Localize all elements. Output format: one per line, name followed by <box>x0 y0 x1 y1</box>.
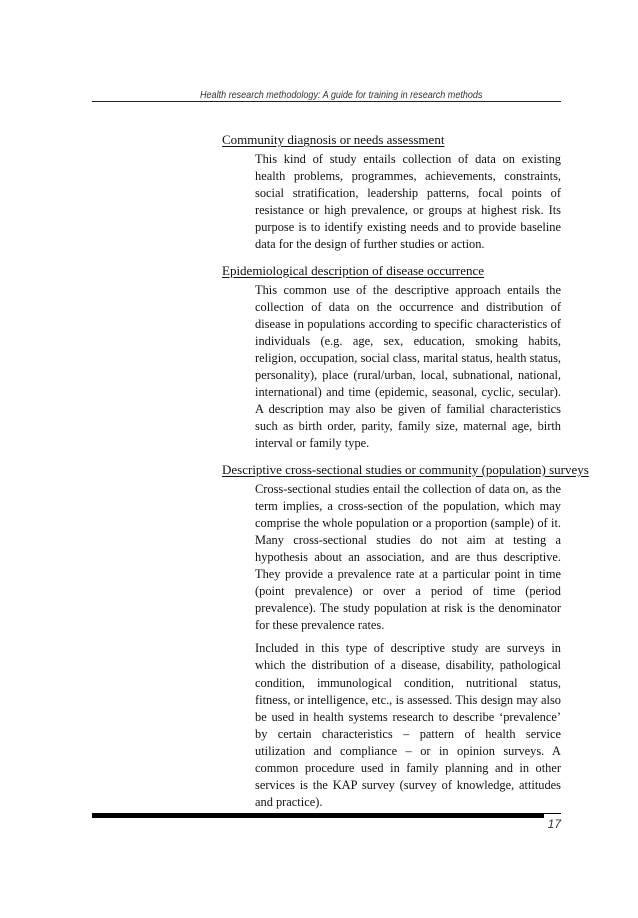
section-community-diagnosis <box>222 131 562 254</box>
header-rule <box>92 101 561 102</box>
paragraph: Cross-sectional studies entail the collection of data on, as the term implies, a cross-section of the population, which may comprise the whole population or a proportion (sample) of it. Many cross-sectional studies do not aim at testing a hypothesis about an association, and are thus descriptive. They provide a prevalence rate at a particular point in time (point prevalence) or over a period of time (period prevalence). The study population at risk is the denominator for these prevalence rates. <box>255 481 561 633</box>
footer-bar <box>92 813 544 818</box>
paragraph: This kind of study entails collection of data on existing health problems, programmes, achievements, constraints, social stratification, leadership patterns, focal points of resistance or high prevalence, or groups at highest risk. Its purpose is to identify existing needs and to provide baseline data for the design of further studies or action. <box>255 152 561 252</box>
footer-rule <box>544 813 561 814</box>
section-heading: Epidemiological description of disease occurrence <box>222 262 485 278</box>
page-number: 17 <box>547 817 561 831</box>
section-heading: Descriptive cross-sectional studies or community (population) surveys <box>222 461 589 477</box>
running-header: Health research methodology: A guide for training in research methods <box>200 89 483 101</box>
section-epidemiological-description <box>222 262 562 453</box>
paragraph: Included in this type of descriptive study are surveys in which the distribution of a disease, disability, pathological condition, immunological condition, nutritional status, fitness, or intelligence, etc., is assessed. This design may also be used in health systems research to describe ‘prevalence’ by certain characteristics – pattern of health service utilization and compliance – or in opinion surveys. A common procedure used in family planning and in other services is the KAP survey (survey of knowledge, attitudes and practice). <box>255 641 561 810</box>
paragraph: This common use of the descriptive approach entails the collection of data on the occurrence and distribution of disease in populations according to specific characteristics of individuals (e.g. age, sex, education, smoking habits, religion, occupation, social class, marital status, health status, personality), place (rural/urban, local, subnational, national, international) and time (epidemic, seasonal, cyclic, secular). A description may also be given of familial characteristics such as birth order, parity, family size, maternal age, birth interval or family type. <box>255 282 561 451</box>
section-cross-sectional-studies <box>222 461 589 812</box>
section-heading: Community diagnosis or needs assessment <box>222 132 445 147</box>
main-content <box>222 131 589 811</box>
